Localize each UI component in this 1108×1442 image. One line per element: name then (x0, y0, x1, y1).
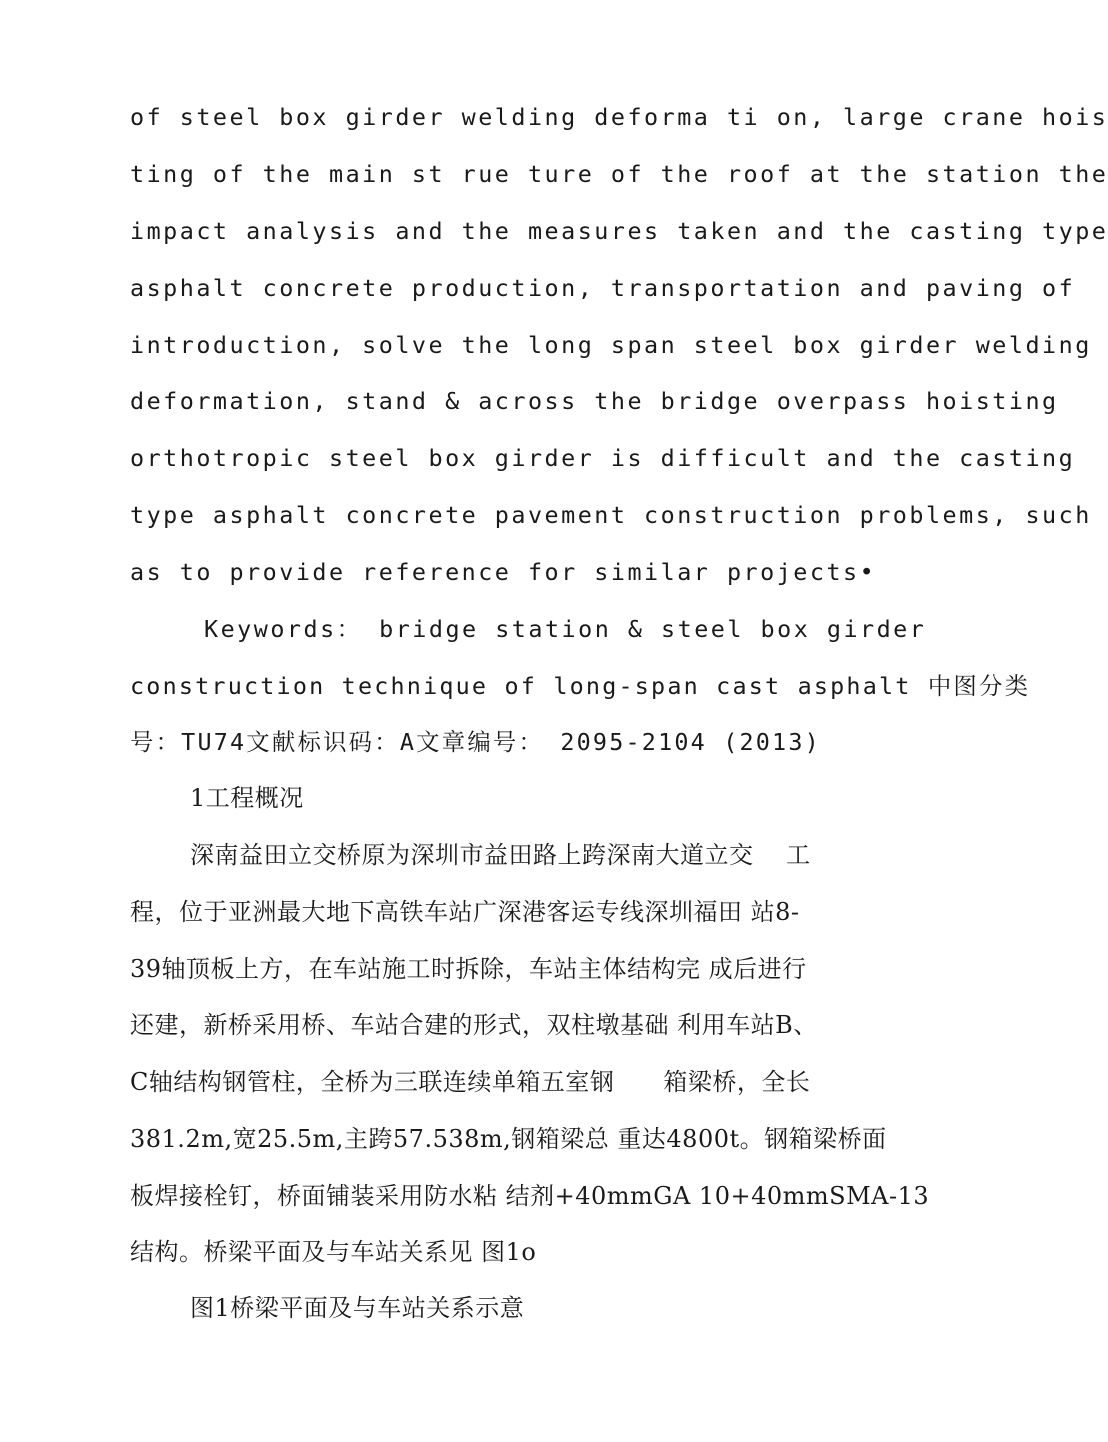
keywords-line: construction technique of long-span cast asphalt 中图分类 (130, 672, 1031, 700)
abstract-line: introduction, solve the long span steel box girder welding (130, 331, 1092, 359)
section-heading: 1工程概况 (190, 784, 304, 812)
abstract-line: type asphalt concrete pavement construction problems, such (130, 501, 1092, 529)
body-line: 程，位于亚洲最大地下高铁车站广深港客运专线深圳福田 站8- (130, 898, 800, 926)
abstract-line: orthotropic steel box girder is difficult and the casting (130, 444, 1076, 472)
abstract-line: impact analysis and the measures taken and the casting type (130, 217, 1108, 245)
figure-caption: 图1桥梁平面及与车站关系示意 (190, 1294, 525, 1322)
abstract-line: as to provide reference for similar projects• (130, 558, 877, 586)
keywords-line: Keywords： bridge station & steel box girder (204, 615, 927, 643)
body-line: 板焊接栓钉，桥面铺装采用防水粘 结剂+40mmGA 10+40mmSMA-13 (130, 1182, 930, 1210)
body-line: 结构。桥梁平面及与车站关系见 图1o (130, 1238, 537, 1266)
abstract-line: deformation, stand & across the bridge overpass hoisting (130, 387, 1059, 415)
abstract-line: of steel box girder welding deforma ti on, large crane hois (130, 103, 1108, 131)
body-line: 381.2m,宽25.5m,主跨57.538m,钢箱梁总 重达4800t。钢箱梁桥面 (130, 1125, 887, 1153)
body-line: 深南益田立交桥原为深圳市益田路上跨深南大道立交 工 (190, 841, 811, 869)
abstract-line: asphalt concrete production, transportation and paving of (130, 274, 1076, 302)
abstract-line: ting of the main st rue ture of the roof at the station the (130, 160, 1108, 188)
body-line: 还建，新桥采用桥、车站合建的形式，双柱墩基础 利用车站B、 (130, 1011, 818, 1039)
body-line: 39轴顶板上方，在车站施工时拆除，车站主体结构完 成后进行 (130, 955, 807, 983)
body-line: C轴结构钢管柱，全桥为三联连续单箱五室钢 箱梁桥，全长 (130, 1068, 811, 1096)
classification-line: 号：TU74文献标识码：A文章编号： 2095-2104 (2013) (130, 728, 821, 756)
